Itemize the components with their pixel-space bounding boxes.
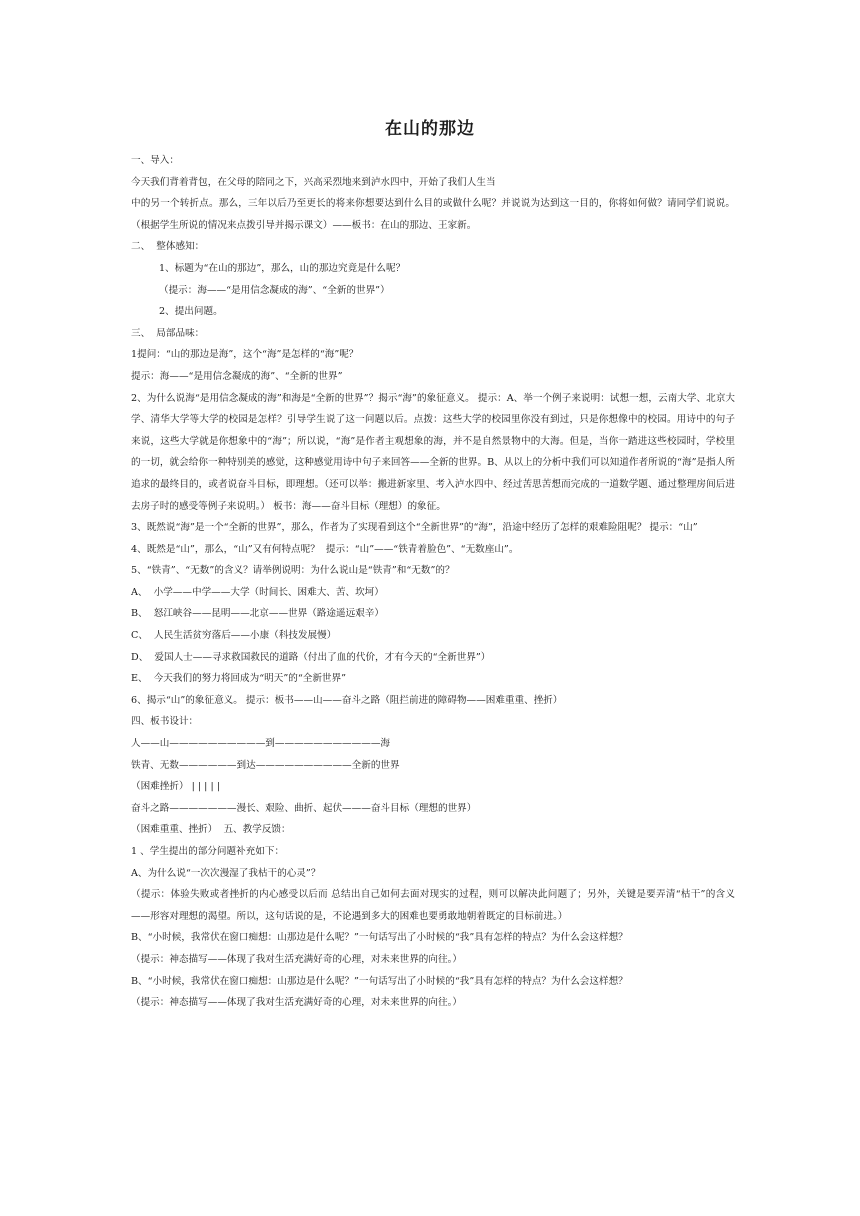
- paragraph: （提示：神态描写——体现了我对生活充满好奇的心理，对未来世界的向往。）: [131, 997, 462, 1009]
- paragraph: 1提问：“山的那边是海”，这个“海”是怎样的“海”呢？: [131, 349, 359, 361]
- paragraph: 中的另一个转折点。那么，三年以后乃至更长的将来你想要达到什么目的或做什么呢？并说说为达到这一目的，你将如何做？请同学们说说。（根据学生所说的情况来点拨引导并揭示课文）——板书：在山的那边、王家新。: [131, 198, 735, 231]
- paragraph: 二、 整体感知：: [131, 241, 205, 253]
- paragraph: 奋斗之路———————漫长、艰险、曲折、起伏———奋斗目标（理想的世界）: [131, 802, 477, 814]
- paragraph: A、 小学——中学——大学（时间长、困难大、苦、坎坷）: [131, 586, 384, 598]
- paragraph: （困难挫折） | | | | |: [131, 781, 220, 793]
- document-body: [131, 150, 735, 1014]
- paragraph: 4、既然是“山”，那么，“山”又有何特点呢？ 提示：“山”——“铁青着脸色”、“无数座山”。: [131, 543, 519, 555]
- paragraph: 提示：海——“是用信念凝成的海”、“全新的世界”: [131, 370, 343, 382]
- paragraph: 6、揭示“山”的象征意义。 提示：板书——山——奋斗之路（阻拦前进的障碍物——困难重重、挫折）: [131, 694, 563, 706]
- paragraph: 三、 局部品味：: [131, 327, 205, 339]
- paragraph: （提示：体验失败或者挫折的内心感受以后而 总结出自己如何去面对现实的过程，则可以解决此问题了；另外，关键是要弄清“枯干”的含义——形容对理想的渴望。所以，这句话说的是，不论遇到多大的困难也要勇敢地朝着既定的目标前进。）: [131, 889, 735, 922]
- paragraph: 人——山——————————到———————————海: [131, 738, 391, 750]
- paragraph: 2、为什么说海“是用信念凝成的海”和海是“全新的世界”？揭示“海”的象征意义。 提示：A、举一个例子来说明：试想一想，云南大学、北京大学、清华大学等大学的校园是怎样？引导学生说了这一问题以后。点拨：这些大学的校园里你没有到过，只是你想像中的校园。用诗中的句子来说，这些大学就是你想象中的“海”；所以说，“海”是作者主观想象的海，并不是自然景物中的大海。但是，当你一踏进这些校园时，学校里的一切，就会给你一种特别美的感觉，这种感觉用诗中句子来回答——全新的世界。B、从以上的分析中我们可以知道作者所说的“海”是指人所追求的最终目的，或者说奋斗目标，即理想。（还可以举：搬进新家里、考入泸水四中、经过苦思苦想而完成的一道数学题、通过整理房间后进去房子时的感受等例子来说明。） 板书：海——奋斗目标（理想）的象征。: [131, 392, 735, 512]
- paragraph: B、 怒江峡谷——昆明——北京——世界（路途遥远艰辛）: [131, 608, 384, 620]
- paragraph: C、 人民生活贫穷落后——小康（科技发展慢）: [131, 630, 337, 642]
- paragraph: 铁青、无数——————到达——————————全新的世界: [131, 759, 400, 771]
- document-title: 在山的那边: [385, 119, 475, 139]
- paragraph: 1 、学生提出的部分问题补充如下：: [131, 846, 285, 857]
- paragraph: 一、导入：: [131, 155, 179, 166]
- paragraph: B、“小时候，我常伏在窗口痴想：山那边是什么呢？”一句话写出了小时候的“我”具有怎样的特点？为什么会这样想？: [131, 975, 628, 987]
- paragraph: D、 爱国人士——寻求救国救民的道路（付出了血的代价，才有今天的“全新世界”）: [131, 651, 491, 663]
- paragraph: （困难重重、挫折） 五、教学反馈：: [131, 824, 291, 836]
- paragraph: B、“小时候，我常伏在窗口痴想：山那边是什么呢？”一句话写出了小时候的“我”具有怎样的特点？为什么会这样想？: [131, 932, 628, 944]
- paragraph: 5、“铁青”、“无数”的含义？请举例说明：为什么说山是“铁青”和“无数”的？: [131, 565, 455, 577]
- paragraph: 四、板书设计：: [131, 716, 199, 728]
- paragraph: 1、标题为“在山的那边”，那么，山的那边究竟是什么呢？: [159, 262, 406, 274]
- paragraph: A、为什么说“一次次漫湿了我枯干的心灵”？: [131, 867, 321, 879]
- paragraph: （提示：海——“是用信念凝成的海”、“全新的世界”）: [159, 284, 390, 296]
- paragraph: 2、提出问题。: [159, 306, 223, 318]
- paragraph: 3、既然说“海”是一个“全新的世界”，那么，作者为了实现看到这个“全新世界”的“海”，沿途中经历了怎样的艰难险阻呢？ 提示：“山”: [131, 522, 698, 534]
- paragraph: E、 今天我们的努力将回成为“明天”的“全新世界”: [131, 673, 347, 685]
- paragraph: （提示：神态描写——体现了我对生活充满好奇的心理，对未来世界的向往。）: [131, 953, 462, 965]
- paragraph: 今天我们背着背包，在父母的陪同之下，兴高采烈地来到泸水四中，开始了我们人生当: [131, 176, 496, 188]
